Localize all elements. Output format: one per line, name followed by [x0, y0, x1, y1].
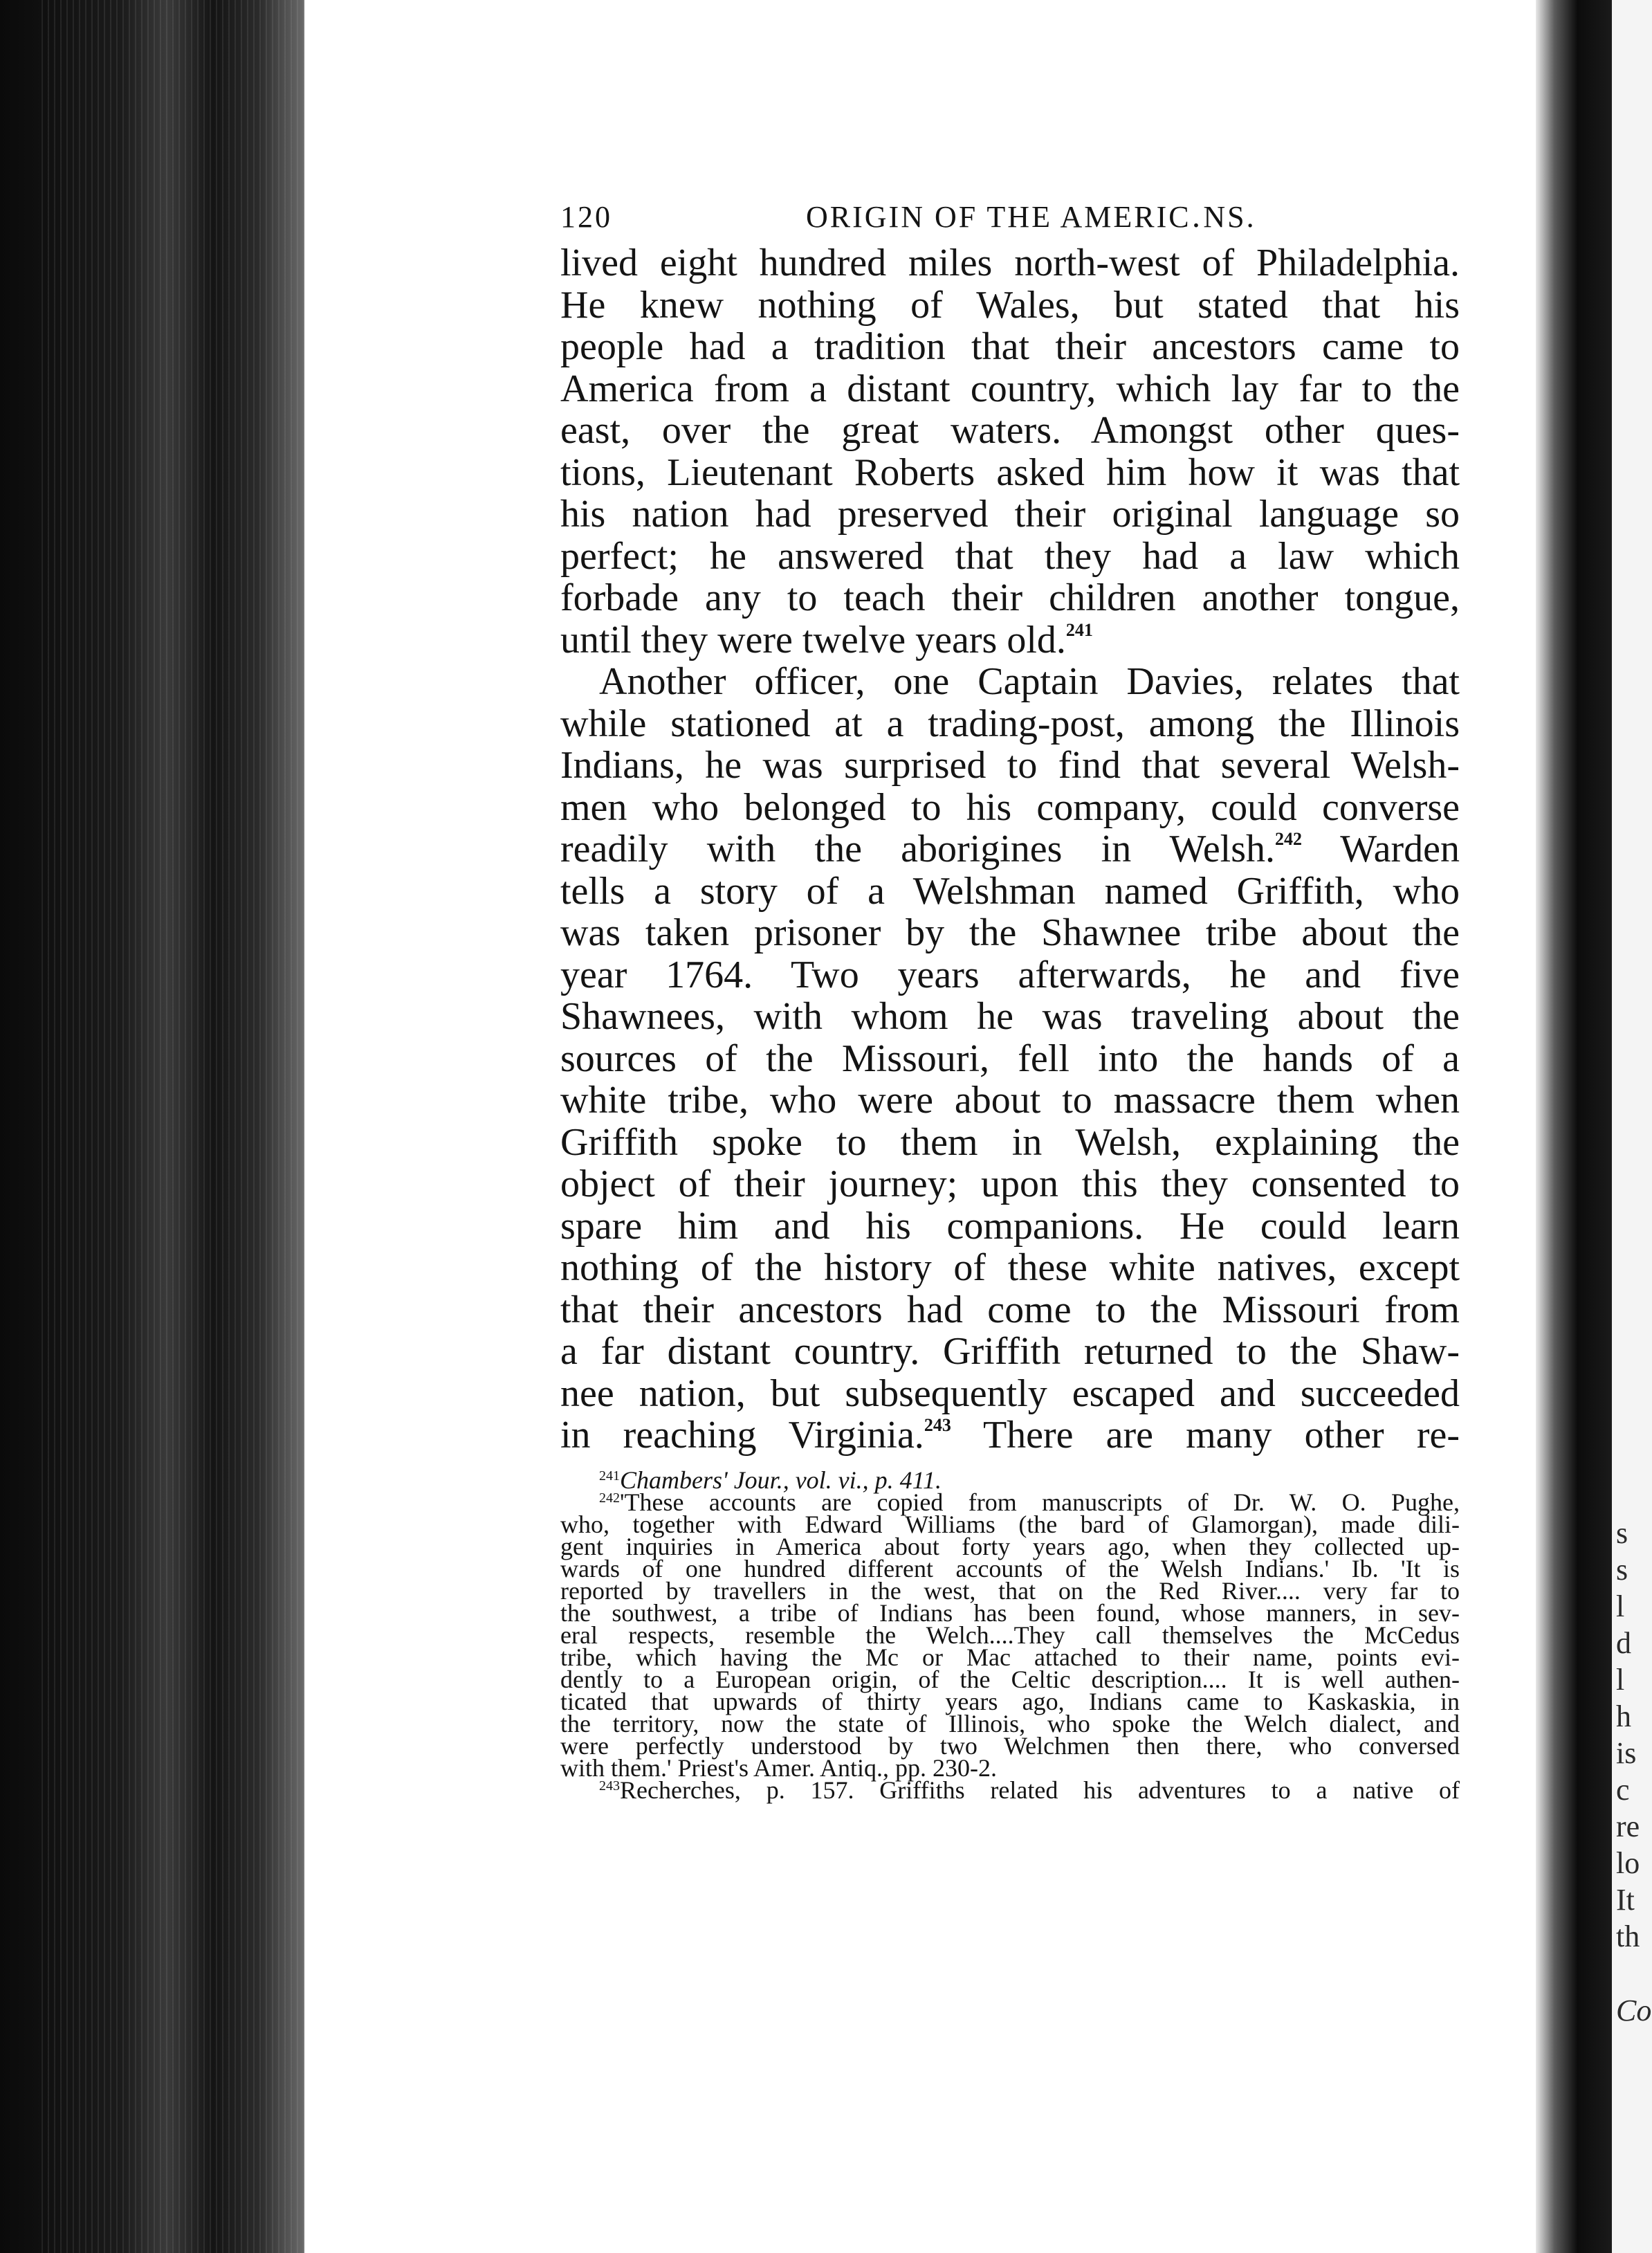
text-segment: until they were twelve years old. — [560, 618, 1066, 662]
text-line: Another officer, one Captain Davies, relates that — [599, 660, 1460, 703]
text-segment: readily with the aborigines in Welsh. — [560, 828, 1276, 870]
facing-fragment: d — [1616, 1626, 1631, 1660]
text-line: sources of the Missouri, fell into the hands of a — [560, 1037, 1460, 1080]
footnote-line: the territory, now the state of Illinois, who spoke the Welch dialect, and — [560, 1709, 1460, 1737]
facing-fragment: l — [1616, 1589, 1625, 1623]
footnote-line: gent inquiries in America about forty years ago, when they collected up- — [560, 1532, 1460, 1560]
text-line: east, over the great waters. Amongst other ques- — [560, 409, 1460, 452]
text-line: America from a distant country, which lay far to the — [560, 367, 1460, 410]
facing-fragment: s — [1616, 1553, 1628, 1587]
facing-fragment: th — [1616, 1919, 1640, 1953]
footnote-line: wards of one hundred different accounts of the Welsh Indians.' Ib. 'It is — [560, 1554, 1460, 1582]
facing-fragment: l — [1616, 1663, 1625, 1697]
text-line: was taken prisoner by the Shawnee tribe about the — [560, 911, 1460, 954]
footnote-line: dently to a European origin, of the Celtic description.... It is well authen- — [560, 1665, 1460, 1693]
text-line: men who belonged to his company, could converse — [560, 785, 1460, 829]
body-text — [560, 242, 1460, 1457]
text-line: lived eight hundred miles north-west of Philadelphia. — [560, 241, 1460, 284]
book-page-stack-edge — [0, 0, 304, 2253]
running-head — [560, 187, 1460, 242]
text-line: while stationed at a trading-post, among the Illinois — [560, 702, 1460, 745]
footnote-ref: 241 — [1065, 619, 1093, 640]
facing-page-sliver — [1612, 0, 1652, 2253]
footnote-ref: 243 — [924, 1415, 951, 1435]
footnote-243 — [560, 1776, 1460, 1804]
text-line: object of their journey; upon this they consented to — [560, 1162, 1460, 1205]
text-line: perfect; he answered that they had a law which — [560, 534, 1460, 578]
facing-fragment: s — [1616, 1516, 1628, 1550]
footnote-number: 243 — [599, 1778, 620, 1794]
footnote-number: 241 — [599, 1468, 620, 1484]
footnote-text: Chambers' Jour., vol. vi., p. 411. — [620, 1466, 942, 1494]
footnote-text: 'These accounts are copied from manuscripts of Dr. W. O. Pughe, — [620, 1488, 1460, 1516]
running-title: ORIGIN OF THE AMERIC․NS. — [806, 200, 1256, 234]
text-line: people had a tradition that their ancestors came to — [560, 325, 1460, 368]
text-line: Indians, he was surprised to find that several Welsh- — [560, 744, 1460, 787]
footnote-line: reported by travellers in the west, that on the Red River.... very far to — [560, 1576, 1460, 1605]
text-segment: There are many other re- — [982, 1414, 1460, 1457]
footnote-number: 242 — [599, 1490, 620, 1506]
text-line: white tribe, who were about to massacre them when — [560, 1079, 1460, 1122]
text-line: nothing of the history of these white natives, except — [560, 1246, 1460, 1289]
footnote-line: with them.' Priest's Amer. Antiq., pp. 230-2. — [560, 1753, 997, 1782]
text-line — [560, 828, 1460, 870]
text-line: nee nation, but subsequently escaped and succeeded — [560, 1371, 1460, 1415]
text-line: He knew nothing of Wales, but stated that his — [560, 283, 1460, 327]
text-segment: Warden — [1340, 828, 1460, 870]
text-line: a far distant country. Griffith returned to the Shaw- — [560, 1330, 1460, 1373]
facing-fragment: is — [1616, 1736, 1637, 1770]
text-line: his nation had preserved their original language so — [560, 493, 1460, 536]
facing-fragment: re — [1616, 1809, 1640, 1843]
text-line: tells a story of a Welshman named Griffith, who — [560, 869, 1460, 913]
facing-fragment: h — [1616, 1699, 1631, 1733]
text-line: forbade any to teach their children another tongue, — [560, 576, 1460, 619]
text-line: year 1764. Two years afterwards, he and five — [560, 953, 1460, 996]
footnote-line: ticated that upwards of thirty years ago, Indians came to Kaskaskia, in — [560, 1687, 1460, 1715]
footnote-line: were perfectly understood by two Welchmen then there, who conversed — [560, 1731, 1460, 1760]
text-line: spare him and his companions. He could learn — [560, 1204, 1460, 1248]
page-number: 120 — [560, 200, 612, 234]
facing-fragment: It — [1616, 1883, 1635, 1917]
facing-fragment: Co — [1616, 1994, 1652, 2027]
facing-fragment: lo — [1616, 1846, 1640, 1880]
text-line: that their ancestors had come to the Missouri from — [560, 1288, 1460, 1331]
text-line: Griffith spoke to them in Welsh, explaining the — [560, 1120, 1460, 1164]
book-gutter — [1536, 0, 1612, 2253]
footnote-242 — [560, 1488, 1460, 1516]
footnote-ref: 242 — [1275, 829, 1303, 849]
text-line: tions, Lieutenant Roberts asked him how it was that — [560, 450, 1460, 494]
footnote-line: the southwest, a tribe of Indians has been found, whose manners, in sev- — [560, 1598, 1460, 1627]
book-page — [560, 187, 1460, 1804]
footnote-line: eral respects, resemble the Welch....They call themselves the McCedus — [560, 1621, 1460, 1649]
footnote-line: who, together with Edward Williams (the bard of Glamorgan), made dili- — [560, 1510, 1460, 1538]
footnotes — [560, 1466, 1460, 1804]
footnote-line: tribe, which having the Mc or Mac attached to their name, points evi- — [560, 1643, 1460, 1671]
text-line — [560, 619, 1460, 662]
text-line — [560, 1414, 1460, 1457]
facing-fragment: c — [1616, 1773, 1630, 1807]
text-segment: in reaching Virginia. — [560, 1414, 924, 1457]
text-line: Shawnees, with whom he was traveling about the — [560, 995, 1460, 1038]
footnote-text: Recherches, p. 157. Griffiths related his adventures to a native of — [620, 1776, 1460, 1804]
